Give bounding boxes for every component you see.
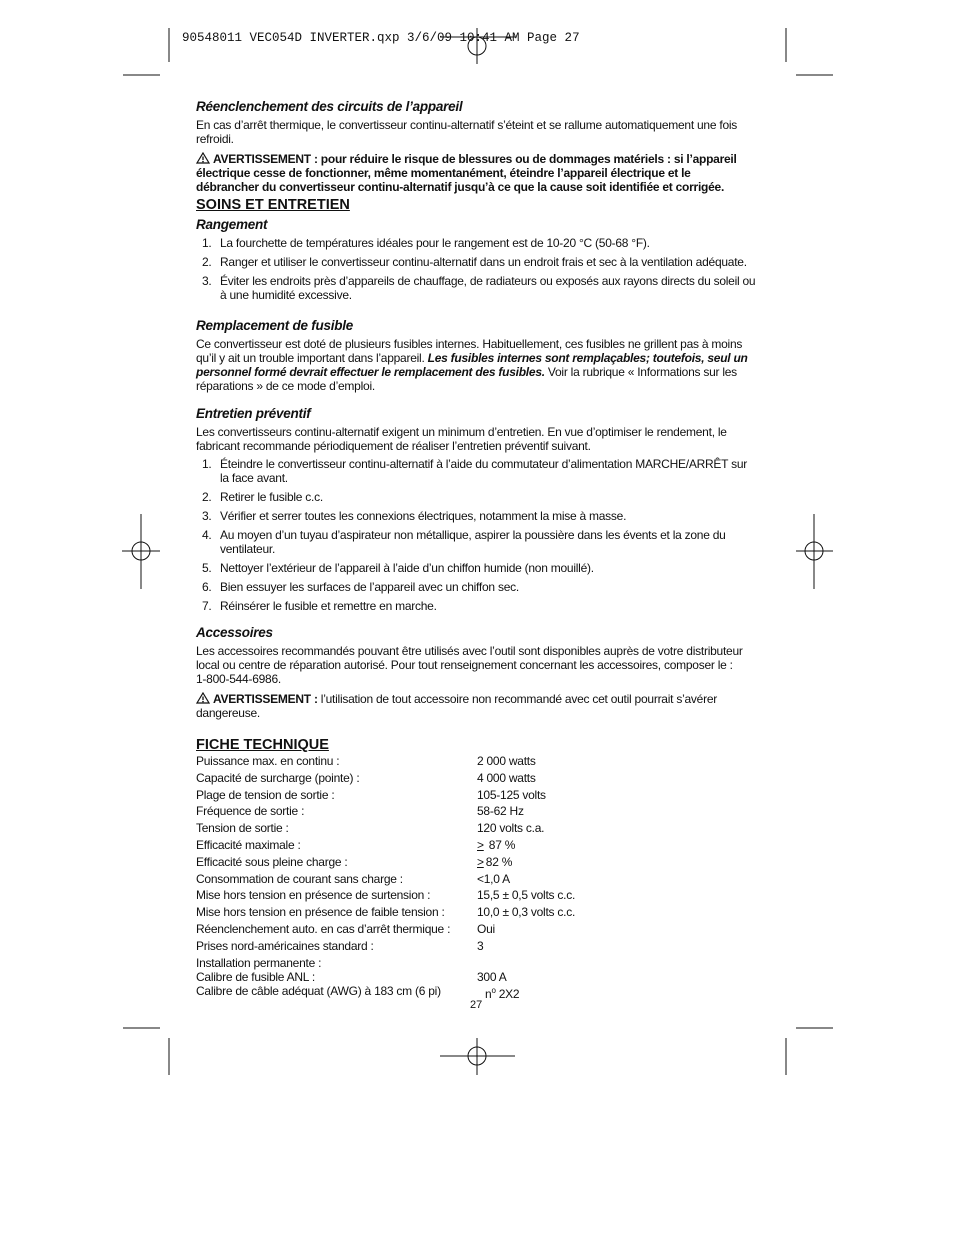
spec-row: Calibre de câble adéquat (AWG) à 183 cm (6 pi) $n^o$ 2X2 bbox=[196, 983, 520, 1001]
accessories-body: Les accessoires recommandés pouvant être utilisés avec l’outil sont disponibles auprès de votre distributeur local ou centre de réparation autorisé. Pour tout renseignement concernant les accessoires, composer le : bbox=[196, 644, 743, 672]
spec-row: Prises nord-américaines standard : 3 bbox=[196, 938, 484, 953]
warning-triangle-icon bbox=[196, 692, 210, 704]
reset-title: Réenclenchement des circuits de l’appareil bbox=[196, 99, 463, 114]
warning-triangle-icon bbox=[196, 152, 210, 164]
spec-row: Fréquence de sortie : 58-62 Hz bbox=[196, 804, 524, 819]
spec-row: Mise hors tension en présence de faible tension : 10,0 ± 0,3 volts c.c. bbox=[196, 905, 576, 920]
list-item: 1. La fourchette de températures idéales pour le rangement est de 10-20 °C (50-68 °F). bbox=[202, 236, 650, 250]
list-item: 2. Retirer le fusible c.c. bbox=[202, 490, 323, 504]
list-item: 3. Éviter les endroits près d’appareils de chauffage, de radiateurs ou exposés aux rayons directs du soleil ou à une humidité excessive. bbox=[202, 274, 756, 302]
specs-title: FICHE TECHNIQUE bbox=[196, 737, 329, 753]
preventive-intro: Les convertisseurs continu-alternatif exigent un minimum d’entretien. En vue d’optimiser le rendement, le fabricant recommande périodiquement de réaliser l’entretien préventif suivant. bbox=[196, 425, 727, 453]
spec-row: Installation permanente : bbox=[196, 955, 322, 970]
geq-sign: > bbox=[477, 854, 484, 869]
page-number: 27 bbox=[470, 999, 483, 1011]
spec-row: Calibre de fusible ANL : 300 A bbox=[196, 969, 507, 984]
geq-sign: > bbox=[477, 837, 484, 852]
reset-warning-text: AVERTISSEMENT : pour réduire le risque de blessures ou de dommages matériels : si l’appareil électrique cesse de fonctionner, même momentanément, éteindre l’appareil électrique et le débrancher du convertisseur continu-alternatif jusqu’à ce que la cause soit identifiée et corrigée. bbox=[196, 152, 737, 194]
list-item: 1. Éteindre le convertisseur continu-alternatif à l’aide du commutateur d’alimentation MARCHE/ARRÊT sur la face avant. bbox=[202, 457, 748, 485]
spec-row: Réenclenchement auto. en cas d’arrêt thermique : Oui bbox=[196, 921, 495, 936]
list-item: 5. Nettoyer l’extérieur de l’appareil à l’aide d’un chiffon humide (non mouillé). bbox=[202, 561, 594, 575]
fuse-note: Les fusibles internes sont remplaçables; toutefois, seul un personnel formé devrait effectuer le remplacement des fusibles. bbox=[196, 351, 748, 379]
list-item: 4. Au moyen d’un tuyau d’aspirateur non métallique, aspirer la poussière dans les évents et la zone du ventilateur. bbox=[202, 528, 726, 556]
spec-row: Plage de tension de sortie : 105-125 volts bbox=[196, 787, 546, 802]
preventive-title: Entretien préventif bbox=[196, 406, 311, 421]
spec-row: Tension de sortie : 120 volts c.a. bbox=[196, 821, 545, 836]
accessories-warning-label: AVERTISSEMENT : bbox=[213, 692, 318, 706]
spec-row: Puissance max. en continu : 2 000 watts bbox=[196, 754, 536, 768]
spec-row: Consommation de courant sans charge : <1,0 A bbox=[196, 871, 510, 886]
fuse-body: Ce convertisseur est doté de plusieurs fusibles internes. Habituellement, ces fusibles ne grillent pas à moins qu’il y ait un trouble important dans l’appareil. Les fusibles internes sont remplaçables; toutefois, seul un personnel formé devrait effectuer le remplacement des fusibles. Voir la rubrique « Informations sur les réparations » de ce mode d’emploi. bbox=[196, 337, 748, 393]
storage-title: Rangement bbox=[196, 217, 268, 232]
fuse-title: Remplacement de fusible bbox=[196, 318, 354, 333]
list-item: 3. Vérifier et serrer toutes les connexions électriques, notamment la mise à masse. bbox=[202, 509, 627, 523]
list-item: 6. Bien essuyer les surfaces de l’appareil avec un chiffon sec. bbox=[202, 580, 519, 594]
list-item: 2. Ranger et utiliser le convertisseur continu-alternatif dans un endroit frais et sec à la ventilation adéquate. bbox=[202, 255, 747, 269]
spec-row: Efficacité maximale : > 87 % bbox=[196, 837, 516, 852]
reset-warning bbox=[196, 152, 756, 194]
job-slug: 90548011 VEC054D INVERTER.qxp 3/6/09 10:41 AM Page 27 bbox=[182, 31, 580, 45]
reset-section bbox=[196, 100, 756, 194]
spec-row: Mise hors tension en présence de surtension : 15,5 ± 0,5 volts c.c. bbox=[196, 888, 576, 903]
storage-list bbox=[196, 236, 756, 302]
accessories-title: Accessoires bbox=[196, 625, 273, 640]
list-item: 7. Réinsérer le fusible et remettre en marche. bbox=[202, 599, 437, 613]
spec-row: Efficacité sous pleine charge : > 82 % bbox=[196, 854, 513, 869]
care-title: SOINS ET ENTRETIEN bbox=[196, 197, 350, 213]
spec-row: Capacité de surcharge (pointe) : 4 000 watts bbox=[196, 770, 536, 785]
accessories-phone: 1-800-544-6986. bbox=[196, 672, 281, 686]
reset-body: En cas d’arrêt thermique, le convertisseur continu-alternatif s’éteint et se rallume automatiquement une fois refroidi. bbox=[196, 118, 738, 146]
preventive-list bbox=[196, 457, 756, 613]
specs-table bbox=[196, 754, 676, 1001]
accessories-warning: AVERTISSEMENT : l’utilisation de tout accessoire non recommandé avec cet outil pourrait s’avérer dangereuse. bbox=[196, 692, 717, 720]
page-content bbox=[196, 99, 756, 1001]
